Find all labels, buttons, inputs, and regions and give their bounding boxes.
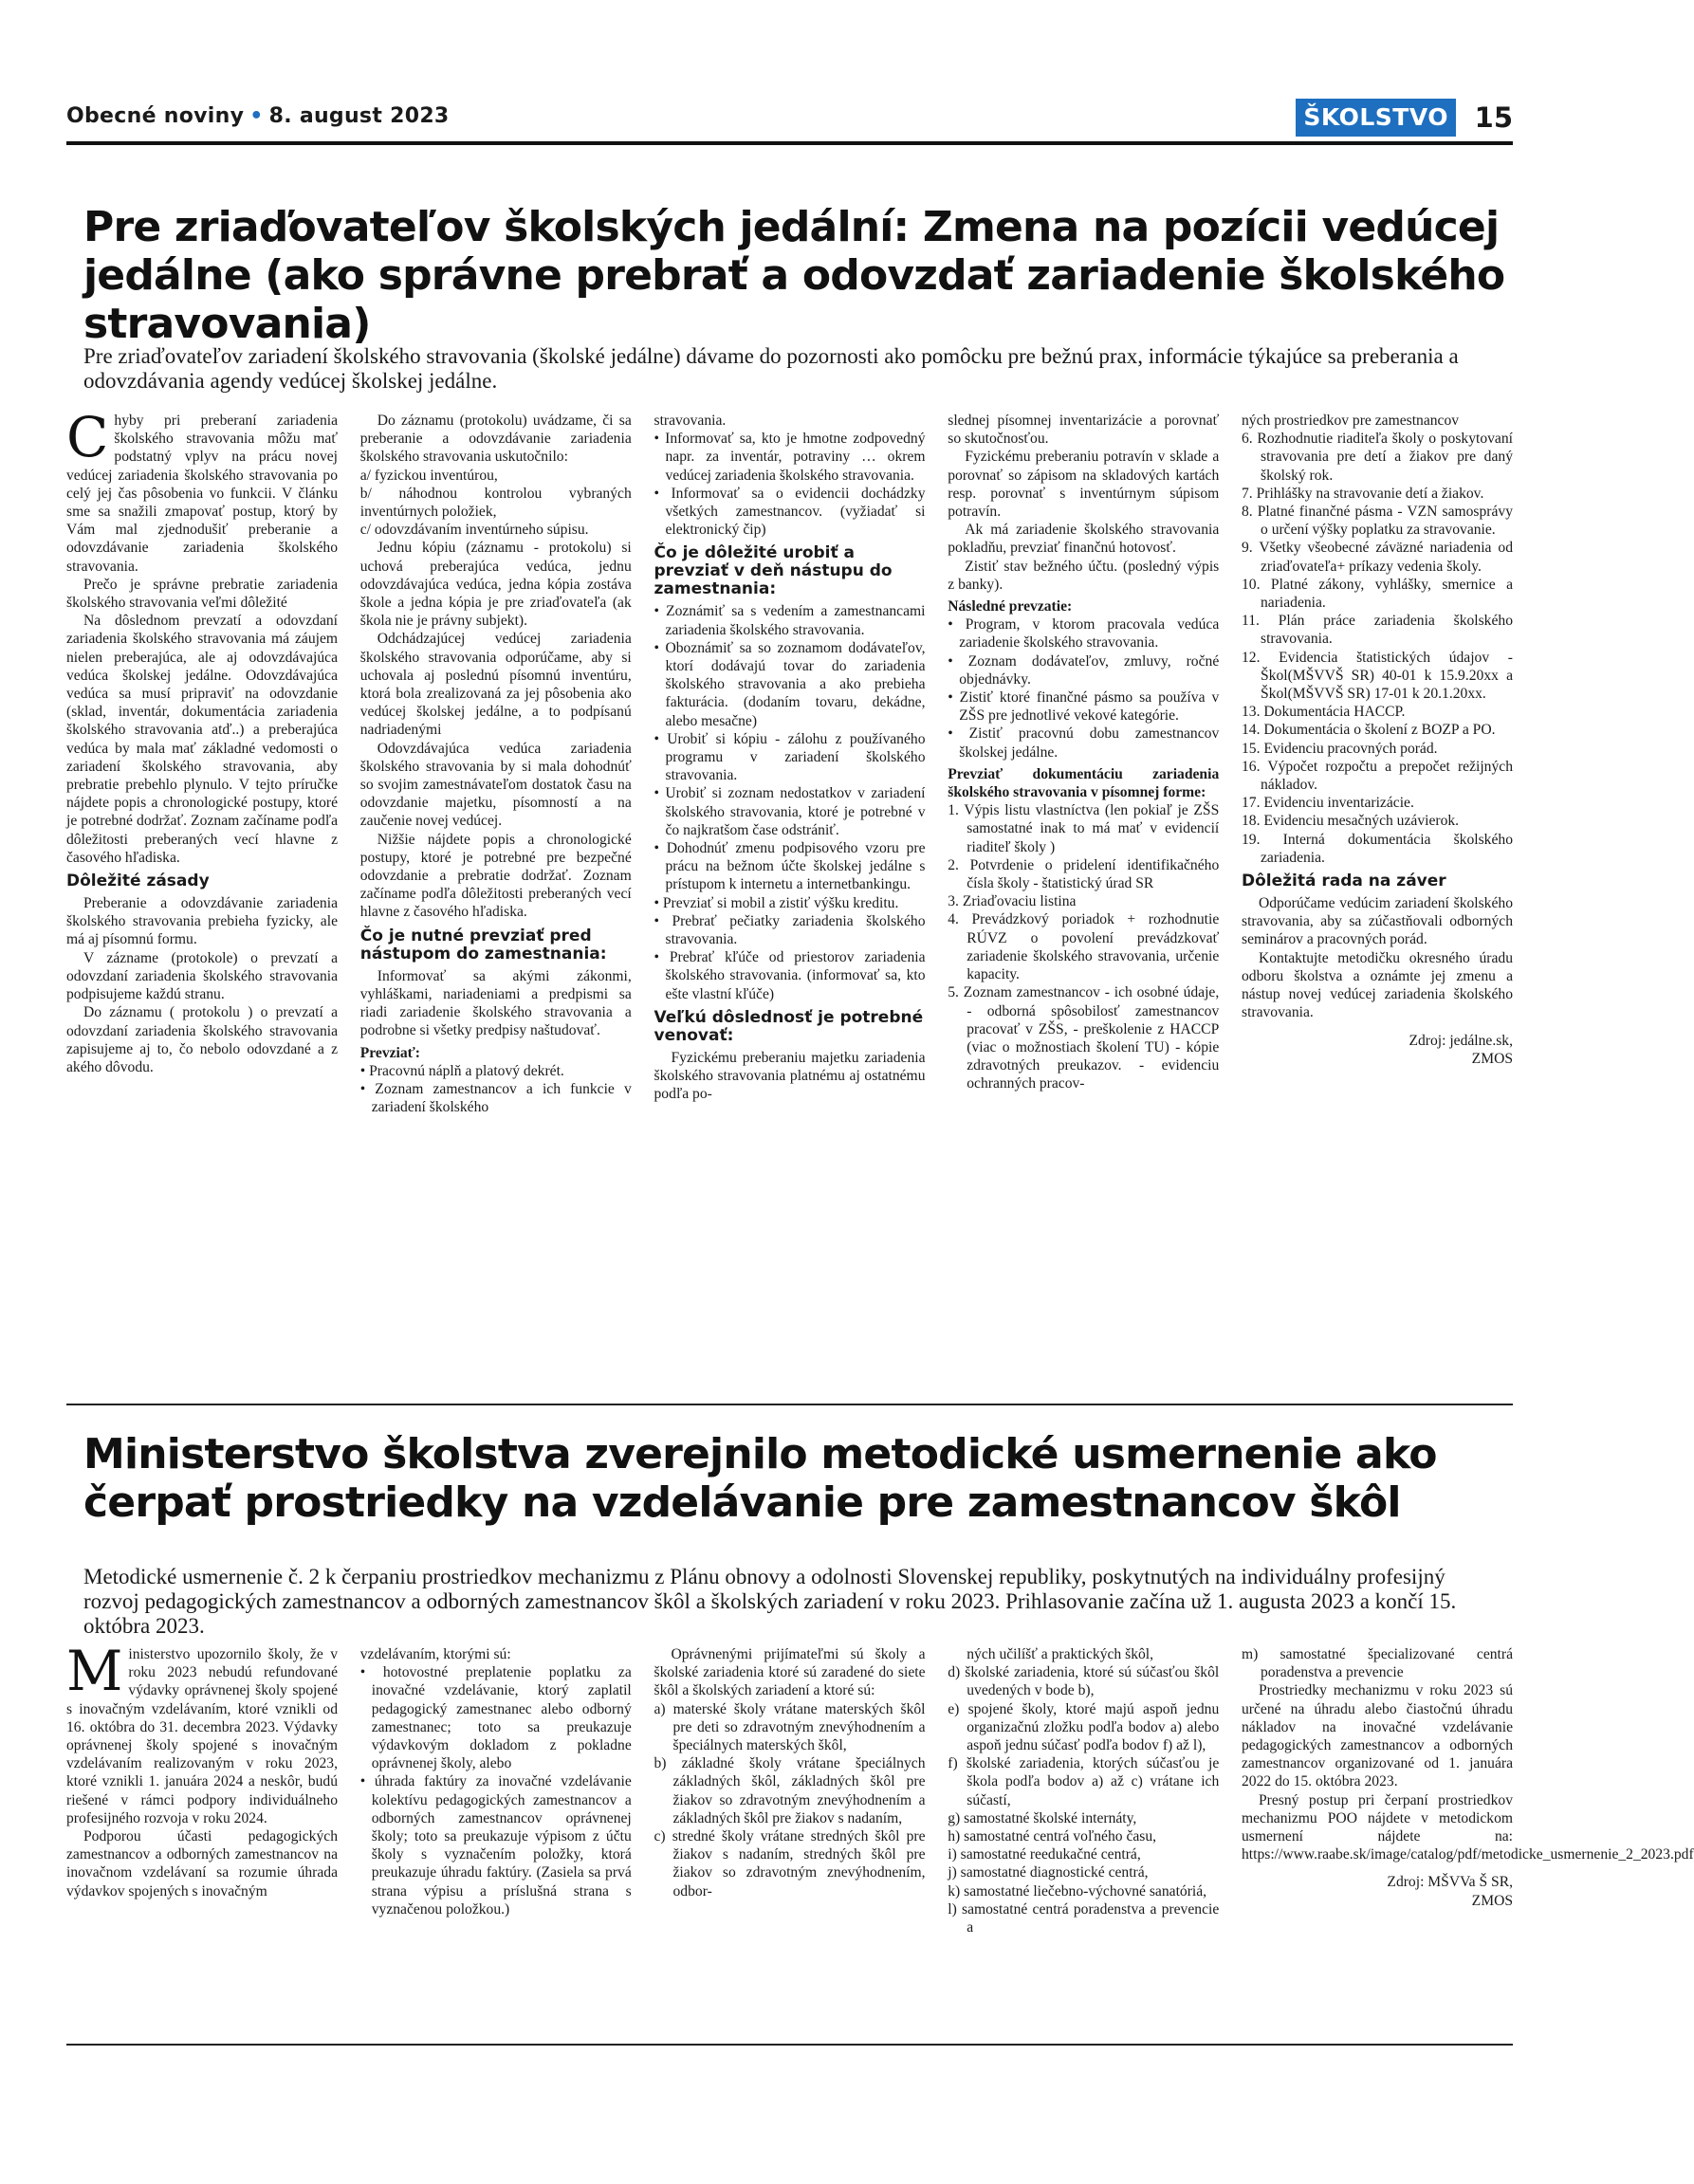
issue-date: 8. august 2023 <box>268 104 450 128</box>
article-divider <box>66 1404 1513 1405</box>
paragraph: ných učilíšť a praktických škôl, <box>967 1646 1154 1662</box>
list-item: 9. Všetky všeobecné záväzné nariadenia od zriaďovateľa+ príkazy vedenia školy. <box>1242 540 1513 575</box>
bold-label: Následné prevzatie: <box>948 598 1073 615</box>
article1-body <box>66 405 1513 1360</box>
list-item: d) školské zariadenia, ktoré sú súčasťou škôl uvedených v bode b), <box>948 1664 1220 1699</box>
list-item: 16. Výpočet rozpočtu a prepočet režijných nákladov. <box>1242 758 1513 794</box>
paragraph: Prostriedky mechanizmu v roku 2023 sú určené na úhradu alebo čiastočnú úhradu nákladov na inovačné vzdelávanie pedagogických zamestnancov a odborných zamestnancov organizované od 1. januára 2022 do 15. októbra 2023. <box>1242 1682 1513 1790</box>
drop-cap: M <box>66 1639 123 1703</box>
article1-headline: Pre zriaďovateľov školských jedální: Zmena na pozícii vedúcej jedálne (ako správne prebrať a odovzdať zariadenie školského stravovania) <box>83 203 1505 348</box>
section-badge: ŠKOLSTVO <box>1296 99 1456 137</box>
paragraph: Fyzickému preberaniu potravín v sklade a porovnať so zápisom na skladových kartách resp. porovnať s inventúrnym súpisom potravín. <box>948 449 1220 521</box>
article2-column-4 <box>948 1645 1219 2025</box>
paragraph: Kontaktujte metodičku okresného úradu odboru školstva a oznámte jej zmenu a nástup novej vedúcej zariadenia školského stravovania. <box>1242 949 1513 1021</box>
list-item: c/ odovzdávaním inventúrneho súpisu. <box>359 522 589 539</box>
list-item: • Zoznam dodávateľov, zmluvy, ročné objednávky. <box>948 652 1220 688</box>
list-item: • Urobiť si kópiu - zálohu z používaného programu v zariadení školského stravovania. <box>654 730 926 784</box>
paragraph: inisterstvo upozornilo školy, že v roku 2023 nebudú refundované výdavky oprávnenej školy spojené s inovačným vzdelávaním, ktoré vznikli od 16. októbra do 31. decembra 2023. Výdavky oprávnenej školy spojené s inovačným vzdelávaním realizovaným v roku 2023, ktoré vznikli 1. januára 2024 a neskôr, budú riešené v rámci podpory individuálneho profesijného rozvoja v roku 2024. <box>66 1646 338 1826</box>
article1-column-1 <box>66 405 338 1360</box>
paragraph: Zistiť stav bežného účtu. (posledný výpis z banky). <box>948 558 1220 593</box>
publication-name: Obecné noviny <box>66 104 245 128</box>
source-line: Zdroj: jedálne.sk, <box>1409 1032 1513 1049</box>
list-item: 15. Evidenciu pracovných porád. <box>1242 740 1438 757</box>
list-item: b/ náhodnou kontrolou vybraných inventúrnych položiek, <box>359 485 632 521</box>
list-item: e) spojené školy, ktoré majú aspoň jednu organizačnú zložku podľa bodov a) alebo aspoň jednu súčasť podľa bodov f) až l), <box>948 1700 1220 1754</box>
article2-body <box>66 1639 1694 2025</box>
list-item: k) samostatné liečebno-výchovné sanatóriá, <box>948 1882 1207 1900</box>
page-header <box>66 99 1513 140</box>
list-item: b) základné školy vrátane špeciálnych základných škôl, základných škôl pre žiakov so zdravotným znevýhodnením a základných škôl pre žiakov s nadaním, <box>654 1755 926 1826</box>
source-line: ZMOS <box>1471 1050 1513 1067</box>
header-rule <box>66 141 1513 145</box>
list-item: l) samostatné centrá poradenstva a prevencie a <box>948 1900 1220 1936</box>
list-item: • Informovať sa o evidencii dochádzky všetkých zamestnancov. (vyžiadať si elektronický čip) <box>654 485 926 539</box>
subheading: Dôležitá rada na záver <box>1242 872 1446 891</box>
list-item: • Zoznam zamestnancov a ich funkcie v zariadení školského <box>359 1080 632 1116</box>
subheading: Čo je nutné prevziať pred nástupom do zamestnania: <box>359 926 607 964</box>
list-item: • Prebrať pečiatky zariadenia školského stravovania. <box>654 912 926 948</box>
article2-column-5 <box>1242 1645 1694 2025</box>
article1-column-5 <box>1242 412 1513 1360</box>
list-item: a) materské školy vrátane materských škôl pre deti so zdravotným znevýhodnením a špeciálnych materských škôl, <box>654 1700 926 1754</box>
paragraph: Odovzdávajúca vedúca zariadenia školského stravovania by si mala dohodnúť so svojim zamestnávateľom dostatok času na odovzdanie majetku, písomností a na zaučenie novej vedúcej. <box>359 740 632 830</box>
bold-label: Prevziať: <box>359 1044 421 1061</box>
list-item: 5. Zoznam zamestnancov - ich osobné údaje, - odborná spôsobilosť zamestnancov pracovať v ZŠS, - preškolenie z HACCP (viac o možnostiach školení TU) - kópie zdravotných preukazov. - evidenciu ochranných pracov- <box>948 984 1220 1092</box>
paragraph: Preberanie a odovzdávanie zariadenia školského stravovania prebieha fyzicky, ale má aj písomnú formu. <box>66 895 338 948</box>
list-item: 19. Interná dokumentácia školského zariadenia. <box>1242 831 1513 866</box>
list-item: 13. Dokumentácia HACCP. <box>1242 704 1406 721</box>
article2-lead: Metodické usmernenie č. 2 k čerpaniu prostriedkov mechanizmu z Plánu obnovy a odolnosti Slovenskej republiky, poskytnutých na individuálny profesijný rozvoj pedagogických zamestnancov a odborných zamestnancov škôl a školských zariadení v roku 2023. Prihlasovanie začína už 1. augusta 2023 a končí 15. októbra 2023. <box>83 1565 1457 1638</box>
article2-column-3 <box>654 1645 926 2025</box>
list-item: m) samostatné špecializované centrá poradenstva a prevencie <box>1242 1646 1513 1681</box>
article2-column-2 <box>360 1645 632 2025</box>
list-item: 2. Potvrdenie o pridelení identifikačného čísla školy - štatistický úrad SR <box>948 856 1220 892</box>
article1-lead: Pre zriaďovateľov zariadení školského stravovania (školské jedálne) dávame do pozornosti ako pomôcku pre bežnú prax, informácie týkajúce sa preberania a odovzdávania agendy vedúcej školskej jedálne. <box>83 344 1459 393</box>
article1-column-4 <box>948 412 1219 1360</box>
paragraph: stravovania. <box>654 413 727 429</box>
paragraph: Jednu kópiu (záznamu - protokolu) si uchová preberajúca vedúca, jednu odovzdávajúca vedúca, jedna kópia zostáva škole a jedna kópia je pre zriaďovateľa (ak škola nie je právny subjekt). <box>359 540 632 630</box>
list-item: • Zistiť ktoré finančné pásmo sa používa v ZŠS pre jednotlivé vekové kategórie. <box>948 689 1220 725</box>
paragraph: Prečo je správne prebratie zariadenia školského stravovania veľmi dôležité <box>66 576 338 612</box>
list-item: f) školské zariadenia, ktorých súčasťou je škola podľa bodov a) až c) vrátane ich súčastí, <box>948 1755 1220 1808</box>
paragraph: V zázname (protokole) o prevzatí a odovzdaní zariadenia školského stravovania podpisujeme každú stranu. <box>66 949 338 1003</box>
paragraph: Informovať sa akými zákonmi, vyhláškami, nariadeniami a predpismi sa riadi zariadenie školského stravovania a podrobne si všetky predpisy naštudovať. <box>359 967 632 1039</box>
paragraph: Na dôslednom prevzatí a odovzdaní zariadenia školského stravovania má záujem nielen preberajúca, ale aj odovzdávajúca vedúca školskej jedálne. Odovzdávajúca vedúca sa musí pripraviť na odovzdanie (sklad, inventár, dokumentácia zariadenia školského stravovania atď..) a preberajúca vedúca by mala mať základné vedomosti o zariadení školského stravovania, aby prebratie prebehlo plynulo. V tejto príručke nájdete popis a chronologické postupy, ktoré je potrebné dodržať. Zoznam začíname podľa dôležitosti preberaných vecí hlavne z časového hľadiska. <box>66 613 338 866</box>
paragraph: Odchádzajúcej vedúcej zariadenia školského stravovania odporúčame, aby si uchovala aj poslednú písomnú inventúru, ktorá bola zrealizovaná za jej pôsobenia ako vedúcej školskej jedálne, a to podpísanú nadriadenými <box>359 631 632 739</box>
list-item: h) samostatné centrá voľného času, <box>948 1828 1157 1845</box>
list-item: 7. Prihlášky na stravovanie detí a žiakov. <box>1242 485 1484 502</box>
list-item: • Program, v ktorom pracovala vedúca zariadenie školského stravovania. <box>948 616 1220 652</box>
list-item: 1. Výpis listu vlastníctva (len pokiaľ je ZŠS samostatné inak to má mať v evidencií riaditeľ školy ) <box>948 802 1220 855</box>
list-item: • Prebrať kľúče od priestorov zariadenia školského stravovania. (informovať sa, kto ešte vlastní kľúče) <box>654 949 926 1002</box>
list-item: g) samostatné školské internáty, <box>948 1809 1137 1826</box>
list-item: • Urobiť si zoznam nedostatkov v zariadení školského stravovania, ktoré je potrebné v čo najkratšom čase odstrániť. <box>654 785 926 838</box>
list-item: 6. Rozhodnutie riaditeľa školy o poskytovaní stravovania pre detí a žiakov pre daný školský rok. <box>1242 431 1513 484</box>
list-item: • úhrada faktúry za inovačné vzdelávanie kolektívu pedagogických zamestnancov a odborných zamestnancov oprávnenej školy; toto sa preukazuje výpisom z účtu školy s vyznačením položky, ktorá preukazuje úhradu faktúry. (Zasiela sa prvá strana výpisu a príslušná strana s vyznačenou položkou.) <box>359 1773 632 1918</box>
list-item: a/ fyzickou inventúrou, <box>359 467 498 484</box>
list-item: 4. Prevádzkový poriadok + rozhodnutie RÚVZ o povolení prevádzkovať zariadenie školského stravovania, určenie kapacity. <box>948 911 1220 983</box>
paragraph: Do záznamu (protokolu) uvádzame, či sa preberanie a odovzdávanie zariadenia školského stravovania uskutočnilo: <box>359 413 632 466</box>
bottom-rule <box>66 2044 1513 2046</box>
paragraph: Podporou účasti pedagogických zamestnancov a odborných zamestnancov na inovačnom vzdelávaní sa rozumie úhrada výdavkov spojených s inovačným <box>66 1828 338 1900</box>
paragraph: Odporúčame vedúcim zariadení školského stravovania, aby sa zúčastňovali odborných seminárov a pracovných porád. <box>1242 895 1513 948</box>
paragraph: Do záznamu ( protokolu ) o prevzatí a odovzdaní zariadenia školského stravovania zapisujeme aj to, čo nebolo odovzdané a z akého dôvodu. <box>66 1004 338 1075</box>
list-item: 11. Plán práce zariadenia školského stravovania. <box>1242 613 1513 648</box>
bold-label: Prevziať dokumentáciu zariadenia školského stravovania v písomnej forme: <box>948 765 1220 801</box>
paragraph: Presný postup pri čerpaní prostriedkov mechanizmu POO nájdete v metodickom usmernení nájdete na: https://www.raabe.sk/image/catalog/pdf/metodicke_usmernenie_2_2023.pdf <box>1242 1791 1694 1863</box>
list-item: • Informovať sa, kto je hmotne zodpovedný napr. za inventár, potraviny … okrem vedúcej zariadenia školského stravovania. <box>654 431 926 484</box>
list-item: 8. Platné finančné pásma - VZN samosprávy o určení výšky poplatku za stravovanie. <box>1242 504 1513 539</box>
paragraph: Ak má zariadenie školského stravovania pokladňu, prevziať finančnú hotovosť. <box>948 522 1220 557</box>
list-item: • hotovostné preplatenie poplatku za inovačné vzdelávanie, ktorý zaplatil pedagogický zamestnanec alebo odborný zamestnanec; toto sa preukazuje výdavkovým dokladom z pokladne oprávnenej školy, alebo <box>359 1664 632 1772</box>
list-item: • Pracovnú náplň a platový dekrét. <box>359 1062 564 1079</box>
source-line: ZMOS <box>1471 1892 1513 1909</box>
list-item: 12. Evidencia štatistických údajov - Škol(MŠVVŠ SR) 40-01 k 15.9.20xx a Škol(MŠVVŠ SR) 17-01 k 20.1.20xx. <box>1242 649 1513 703</box>
article2-column-1 <box>66 1639 338 2025</box>
paragraph: Nižšie nájdete popis a chronologické postupy, ktoré je potrebné pre bezpečné odovzdanie a prebratie dodržať. Zoznam začíname podľa dôležitosti preberaných vecí hlavne z časového hľadiska. <box>359 831 632 921</box>
paragraph: ných prostriedkov pre zamestnancov <box>1242 413 1460 429</box>
list-item: j) samostatné diagnostické centrá, <box>948 1864 1149 1881</box>
list-item: 10. Platné zákony, vyhlášky, smernice a nariadenia. <box>1242 576 1513 612</box>
list-item: 18. Evidenciu mesačných uzávierok. <box>1242 813 1460 830</box>
subheading: Čo je dôležité urobiť a prevziať v deň nástupu do zamestnania: <box>654 543 893 599</box>
list-item: • Oboznámiť sa so zoznamom dodávateľov, ktorí dodávajú tovar do zariadenia školského stravovania a ako prebieha fakturácia. (dodaním tovaru, dekádne, alebo mesačne) <box>654 639 926 729</box>
drop-cap: C <box>66 405 109 469</box>
page-number: 15 <box>1474 101 1513 134</box>
list-item: 17. Evidenciu inventarizácie. <box>1242 795 1414 812</box>
list-item: 14. Dokumentácia o školení z BOZP a PO. <box>1242 722 1496 739</box>
article1-column-3 <box>654 412 926 1360</box>
paragraph: Oprávnenými prijímateľmi sú školy a školské zariadenia ktoré sú zaradené do siete škôl a školských zariadení a ktoré sú: <box>654 1646 926 1699</box>
list-item: 3. Zriaďovaciu listina <box>948 893 1077 910</box>
article2-headline: Ministerstvo školstva zverejnilo metodické usmernenie ako čerpať prostriedky na vzdelávanie pre zamestnancov škôl <box>83 1430 1437 1527</box>
list-item: • Prevziať si mobil a zistiť výšku kreditu. <box>654 894 899 911</box>
separator-dot: • <box>249 104 264 128</box>
list-item: i) samostatné reedukačné centrá, <box>948 1846 1141 1863</box>
list-item: c) stredné školy vrátane stredných škôl pre žiakov s nadaním, stredných škôl pre žiakov so zdravotným znevýhodnením, odbor- <box>654 1828 926 1900</box>
paragraph: Fyzickému preberaniu majetku zariadenia školského stravovania platnému aj ostatnému podľa po- <box>654 1049 926 1103</box>
list-item: • Zistiť pracovnú dobu zamestnancov školskej jedálne. <box>948 725 1220 761</box>
list-item: • Dohodnúť zmenu podpisového vzoru pre prácu na bežnom účte školskej jedálne s prístupom k internetu a internetbankingu. <box>654 840 926 893</box>
paragraph: hyby pri preberaní zariadenia školského stravovania môžu mať podstatný vplyv na prácu novej vedúcej zariadenia školského stravovania po celý jej čas pôsobenia vo funkcii. V článku sme sa snažili zmapovať postup, ktorý by Vám mal zjednodušiť preberanie a odovzdávanie zariadenia školského stravovania. <box>66 413 338 575</box>
masthead <box>66 104 450 128</box>
article1-column-2 <box>360 412 632 1360</box>
paragraph: slednej písomnej inventarizácie a porovnať so skutočnosťou. <box>948 413 1220 448</box>
paragraph: vzdelávaním, ktorými sú: <box>359 1646 511 1662</box>
list-item: • Zoznámiť sa s vedením a zamestnancami zariadenia školského stravovania. <box>654 603 926 638</box>
source-line: Zdroj: MŠVVa Š SR, <box>1387 1874 1513 1891</box>
subheading: Veľkú dôslednosť je potrebné venovať: <box>654 1007 924 1045</box>
subheading: Dôležité zásady <box>66 872 210 891</box>
